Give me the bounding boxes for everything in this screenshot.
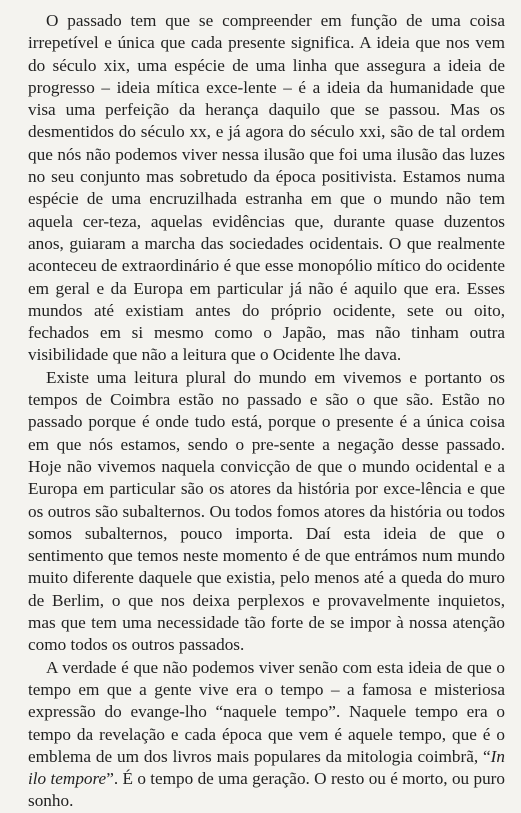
paragraph: Existe uma leitura plural do mundo em vivemos e portanto os tempos de Coimbra estão no passado e são o que são. Estão no passado porque é onde tudo está, porque o presente é a única coisa em que nós estamos, sendo o pre-sente a negação desse passado. Hoje não vivemos naquela convicção de que o mundo ocidental e a Europa em particular são os atores da história por exce-lência e que os outros são subalternos. Ou todos fomos atores da história ou todos somos subalternos, pouco importa. Daí esta ideia de que o sentimento que temos neste momento é de que entrámos num mundo muito diferente daquele que existia, pelo menos até a queda do muro de Berlim, o que nos deixa perplexos e provavelmente inquietos, mas que tem uma necessidade tão forte de se impor à nossa atenção como todos os outros passados. [28,367,505,655]
paragraph: A verdade é que não podemos viver senão com esta ideia de que o tempo em que a gente vive era o tempo – a famosa e misteriosa expressão do evange-lho “naquele tempo”. Naquele tempo era o tempo da revelação e cada época que vem é aquele tempo, que é o emblema de um dos livros mais populares da mitologia coimbrã, “In ilo tempore”. É o tempo de uma geração. O resto ou é morto, ou puro sonho. [28,657,505,811]
paragraph: O passado tem que se compreender em função de uma coisa irrepetível e única que cada presente significa. A ideia que nos vem do século xix, uma espécie de uma linha que assegura a ideia de progresso – ideia mítica exce-lente – é a ideia da humanidade que visa uma perfeição da herança daquilo que se passou. Mas os desmentidos do século xx, e já agora do século xxi, são de tal ordem que nós não podemos viver nessa ilusão que foi uma ilusão das luzes no seu conjunto mas sobretudo da época positivista. Estamos numa espécie de uma encruzilhada estranha em que o mundo não tem aquela cer-teza, aquelas evidências que, durante quase duzentos anos, guiaram a marcha das sociedades ocidentais. O que realmente aconteceu de extraordinário é que esse monopólio mítico do ocidente em geral e da Europa em particular já não é aquilo que era. Esses mundos até existiam antes do próprio ocidente, sete ou oito, fechados em si mesmo como o Japão, mas não tinham outra visibilidade que não a leitura que o Ocidente lhe dava. [28,11,505,365]
body-text [28,10,505,813]
